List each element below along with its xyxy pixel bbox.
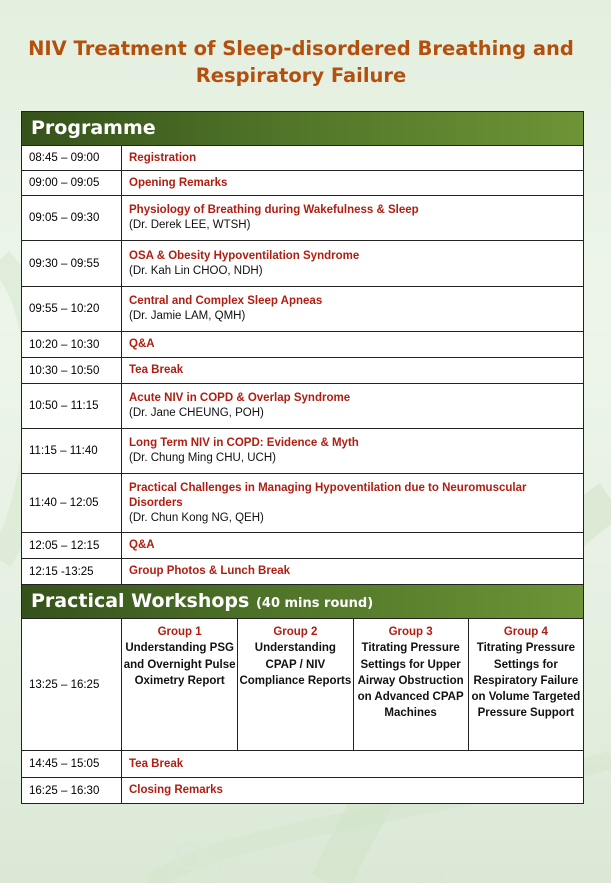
row-time: 09:00 – 09:05: [22, 171, 122, 195]
group-topic: Understanding CPAP / NIV Compliance Reports: [239, 642, 352, 687]
row-speaker: (Dr. Chung Ming CHU, UCH): [129, 452, 276, 464]
row-speaker: (Dr. Jane CHEUNG, POH): [129, 407, 264, 419]
row-time: 16:25 – 16:30: [22, 778, 122, 803]
table-row: [22, 170, 583, 195]
row-time: 11:15 – 11:40: [22, 429, 122, 473]
group-name: Group 3: [388, 626, 433, 638]
group-topic: Understanding PSG and Overnight Pulse Oximetry Report: [123, 642, 236, 687]
group-name: Group 2: [273, 626, 318, 638]
row-time: 09:30 – 09:55: [22, 241, 122, 286]
table-row: [22, 331, 583, 357]
row-time: 09:05 – 09:30: [22, 196, 122, 240]
row-title: Q&A: [129, 539, 155, 551]
table-row: [22, 532, 583, 558]
table-row: [22, 383, 583, 428]
table-row: [22, 286, 583, 331]
table-row: [22, 195, 583, 240]
row-title: Tea Break: [129, 757, 184, 770]
group-name: Group 4: [503, 626, 548, 638]
row-time: 10:20 – 10:30: [22, 332, 122, 357]
title-line-1: NIV Treatment of Sleep-disordered Breathing and: [28, 37, 574, 60]
row-title: Practical Challenges in Managing Hypoventilation due to Neuromuscular Disorders: [129, 481, 527, 509]
row-time: 14:45 – 15:05: [22, 751, 122, 777]
row-title: Opening Remarks: [129, 176, 228, 189]
row-title: Acute NIV in COPD & Overlap Syndrome: [129, 392, 351, 404]
row-speaker: (Dr. Kah Lin CHOO, NDH): [129, 264, 263, 277]
row-time: 10:30 – 10:50: [22, 358, 122, 383]
row-time: 09:55 – 10:20: [22, 287, 122, 331]
row-title: Registration: [129, 151, 197, 164]
row-title: Tea Break: [129, 364, 184, 376]
row-title: Central and Complex Sleep Apneas: [129, 295, 323, 307]
table-row: [22, 240, 583, 286]
table-row: [22, 558, 583, 584]
workshop-groups: [122, 619, 583, 750]
row-title: Physiology of Breathing during Wakefulness & Sleep: [129, 204, 419, 216]
group-topic: Titrating Pressure Settings for Respiratory Failure on Volume Targeted Pressure Support: [471, 642, 581, 720]
row-speaker: (Dr. Derek LEE, WTSH): [129, 219, 251, 231]
table-row: [22, 750, 583, 777]
workshop-group-4: [468, 619, 583, 750]
row-title: Q&A: [129, 338, 155, 350]
row-time: 08:45 – 09:00: [22, 146, 122, 170]
row-speaker: (Dr. Jamie LAM, QMH): [129, 310, 246, 322]
workshop-group-3: [353, 619, 468, 750]
row-speaker: (Dr. Chun Kong NG, QEH): [129, 511, 264, 524]
row-title: Long Term NIV in COPD: Evidence & Myth: [129, 437, 359, 449]
row-time: 12:05 – 12:15: [22, 533, 122, 558]
workshop-row: [22, 619, 583, 750]
workshop-group-2: [237, 619, 352, 750]
table-row: [22, 357, 583, 383]
title-line-2: Respiratory Failure: [195, 64, 407, 87]
workshops-heading: [22, 584, 583, 619]
row-time: 10:50 – 11:15: [22, 384, 122, 428]
workshops-heading-title: Practical Workshops: [31, 590, 250, 612]
workshop-group-1: [122, 619, 237, 750]
page-title: [20, 35, 582, 89]
table-row: [22, 428, 583, 473]
table-row: [22, 777, 583, 803]
row-title: OSA & Obesity Hypoventilation Syndrome: [129, 249, 360, 262]
workshops-heading-note: (40 mins round): [255, 596, 374, 611]
row-time: 11:40 – 12:05: [22, 474, 122, 532]
programme-heading: Programme: [22, 112, 583, 146]
group-topic: Titrating Pressure Settings for Upper Airway Obstruction on Advanced CPAP Machines: [357, 642, 464, 720]
row-title: Group Photos & Lunch Break: [129, 565, 291, 577]
row-title: Closing Remarks: [129, 784, 223, 796]
row-time: 13:25 – 16:25: [22, 619, 122, 750]
group-name: Group 1: [157, 626, 202, 638]
row-time: 12:15 -13:25: [22, 559, 122, 584]
table-row: [22, 146, 583, 170]
table-row: [22, 473, 583, 532]
programme-table: [21, 111, 584, 804]
